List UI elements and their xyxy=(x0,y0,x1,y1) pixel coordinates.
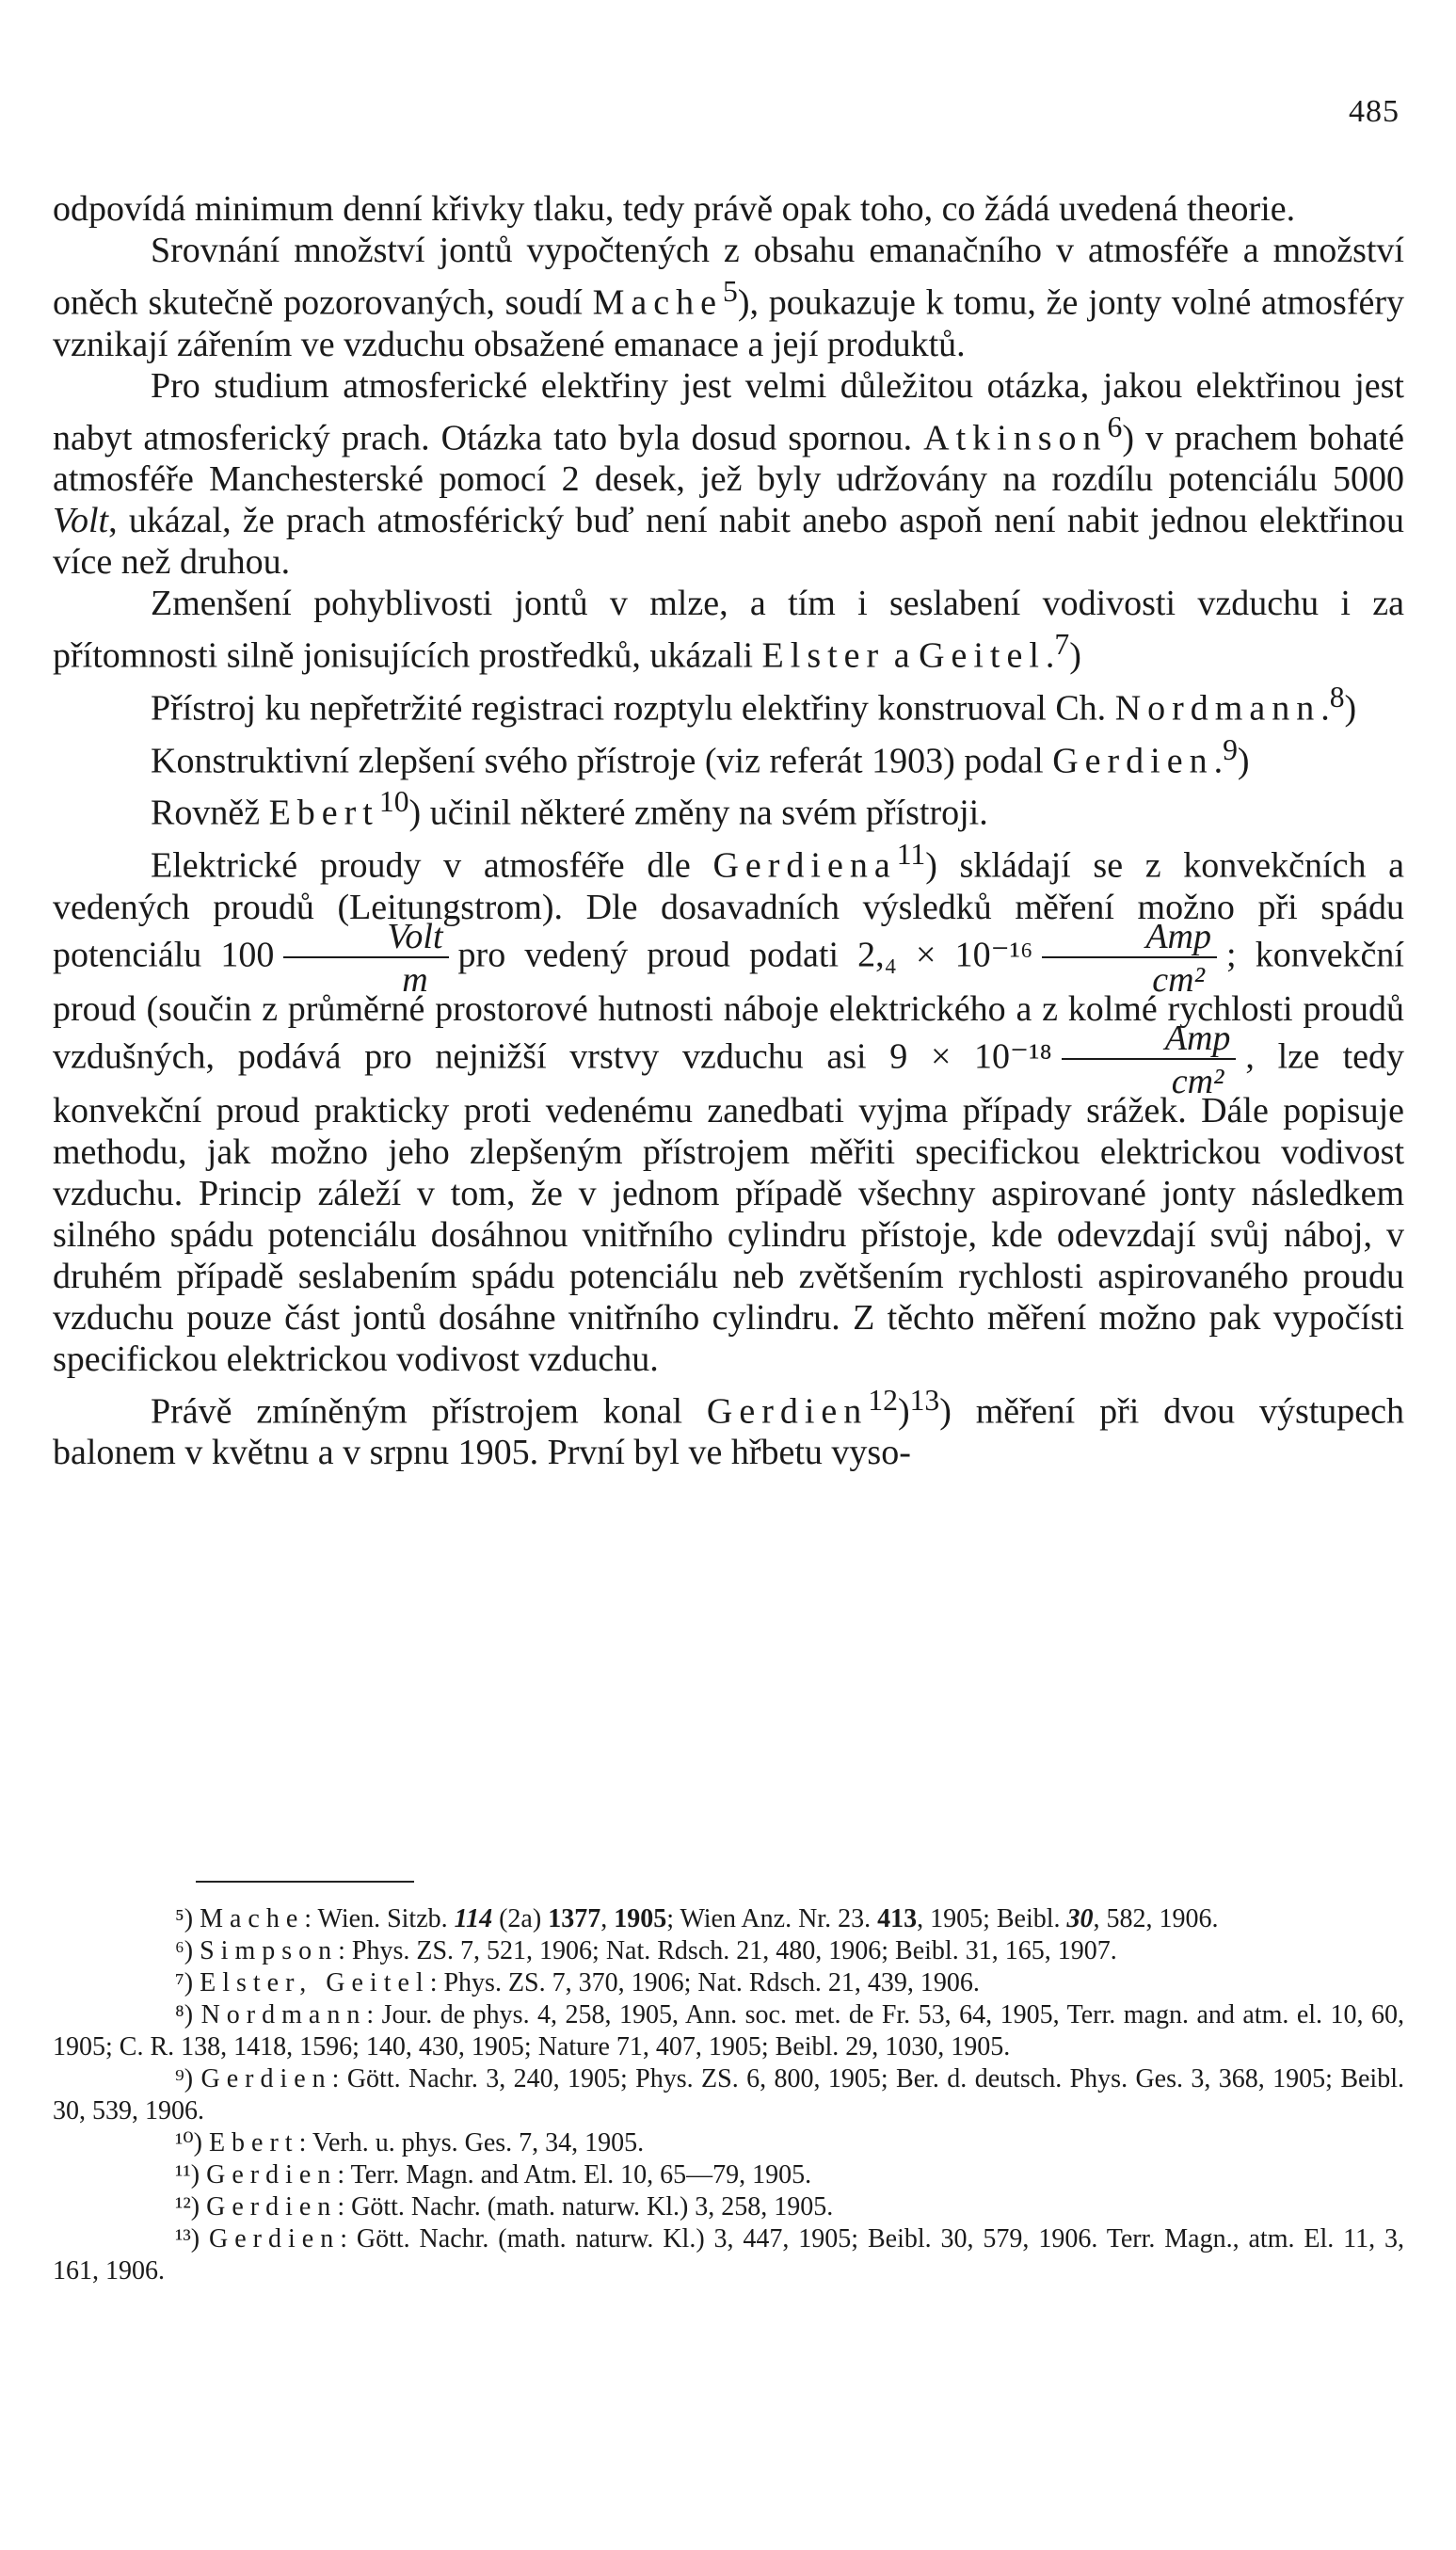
paragraph-3: Pro studium atmosferické elektřiny jest velmi důležitou otázka, jakou elektřinou jest nabyt atmosferický prach. Otázka tato byla dosud spornou. Atkinson$^6$) v prachem bohaté atmosféře Manchesterské pomocí 2 desek, jež byly udržovány na rozdílu potenciálu 5000 Volt, ukázal, že prach atmosférický buď není nabit anebo aspoň není nabit jednou elektřinou více než druhou. xyxy=(53,365,1404,583)
paragraph-5: Přístroj ku nepřetržité registraci rozptylu elektřiny konstruoval Ch. Nordmann.$^8$) xyxy=(151,680,1357,729)
footnote-ref-5: 5 xyxy=(723,275,738,308)
footnote-mark: ¹²) xyxy=(175,2192,200,2221)
paragraph-6: Konstruktivní zlepšení svého přístroje (viz referát 1903) podal Gerdien.$^9$) xyxy=(151,732,1250,781)
author-atkinson: Atkinson xyxy=(923,418,1108,458)
author-nordmann: Nordmann xyxy=(1114,688,1321,729)
p4-end: . xyxy=(1045,635,1055,676)
author-elster: Elster xyxy=(761,635,886,676)
footnote-ref-7: 7 xyxy=(1054,628,1070,662)
footnote-12 xyxy=(53,2191,1404,2223)
fraction-volt-per-m xyxy=(283,916,448,1000)
p8-text-a: Elektrické proudy v atmosféře dle xyxy=(151,845,691,886)
author-gerdien-2: Gerdien xyxy=(706,1391,869,1432)
footnote-author: Mache xyxy=(200,1904,305,1933)
footnote-ref-10: 10 xyxy=(378,785,409,819)
footnote-author: Gerdien xyxy=(200,2064,332,2093)
footnote-rule xyxy=(196,1881,414,1883)
footnote-mark: ⁷) xyxy=(175,1968,194,1997)
p3-text-b: v prachem bohaté atmosféře Manchesterské pomocí 2 desek, jež byly udržovány na rozdílu potenciálu 5000 xyxy=(53,418,1404,500)
footnote-10 xyxy=(53,2127,1404,2159)
p8-text-e: , lze tedy konvekční proud prakticky proti vedenému zanedbati vyjma případy srážek. Dále popisuje methodu, jak možno jeho zlepšeným přístrojem měřiti specifickou elektrickou vodivost vzduchu. Princip záleží v tom, že v jednom případě všechny aspirované jonty následkem silného spádu potenciálu dosáhnou vnitřního cylindru přístoje, kde odevzdají svůj náboj, v druhém případě seslabením spádu potenciálu neb zvětšením rychlosti aspirovaného proudu vzduchu pouze část jontů dosáhne vnitřního cylindru. Z těchto měření možno pak vypočísti specifickou elektrickou vodivost vzduchu. xyxy=(53,1036,1404,1379)
footnote-text: : Gött. Nachr. 3, 240, 1905; Phys. ZS. 6, 800, 1905; Ber. d. deutsch. Phys. Ges. 3, 368, 1905; Beibl. 30, 539, 1906. xyxy=(53,2064,1404,2125)
footnote-ref-13: 13 xyxy=(909,1383,940,1417)
footnote-mark: ⁶) xyxy=(175,1936,194,1965)
p7-text-a: Rovněž xyxy=(151,793,261,833)
paragraph-1-text: odpovídá minimum denní křivky tlaku, tedy právě opak toho, co žádá uvedená theorie. xyxy=(53,189,1296,229)
footnote-text: ; Wien Anz. Nr. 23. xyxy=(666,1904,878,1933)
paragraph-1 xyxy=(53,188,1404,230)
paragraph-9: Právě zmíněným přístrojem konal Gerdien$^{12}$)$^{13}$) měření při dvou výstupech balonem v květnu a v srpnu 1905. První byl ve hřbetu vyso- xyxy=(53,1383,1405,1473)
p3-text-c: , ukázal, že prach atmosférický buď není nabit anebo aspoň není nabit jednou elektřinou více než druhou. xyxy=(53,501,1404,583)
footnote-text: : Terr. Magn. and Atm. El. 10, 65—79, 1905. xyxy=(337,2160,812,2189)
fraction-1-numerator: Volt xyxy=(283,919,448,958)
footnote-7 xyxy=(53,1967,1404,1999)
footnote-13 xyxy=(53,2223,1404,2287)
footnote-text: (2a) xyxy=(492,1904,549,1933)
footnote-6 xyxy=(53,1935,1404,1967)
footnote-volume: 30 xyxy=(1066,1904,1094,1933)
footnote-ref-8: 8 xyxy=(1329,680,1345,714)
p9-text-b: měření při dvou výstupech balonem v květnu a v srpnu 1905. První byl ve hřbetu vyso- xyxy=(53,1391,1405,1473)
footnote-author: Nordmann xyxy=(200,2000,367,2029)
footnote-ref-6: 6 xyxy=(1107,409,1123,443)
footnote-page: 1377 xyxy=(548,1904,601,1933)
footnote-author: Simpson xyxy=(200,1936,339,1965)
footnote-author: Gerdien xyxy=(206,2192,338,2221)
page-number: 485 xyxy=(1349,94,1400,129)
paragraph-2: Srovnání množství jontů vypočtených z obsahu emanačního v atmosféře a množství oněch skutečně pozorovaných, soudí Mache$^5$), poukazuje k tomu, že jonty volné atmosféry vznikají zářením ve vzduchu obsažené emanace a její produktů. xyxy=(53,231,1404,364)
p8-text-b: skládají se z konvekčních a vedených proudů (Leitungstrom). Dle dosavadních výsledků měření možno při spádu potenciálu 100 xyxy=(53,845,1405,975)
footnote-mark: ¹³) xyxy=(175,2224,200,2253)
footnote-ref-11: 11 xyxy=(896,837,926,871)
footnote-text: : Gött. Nachr. (math. naturw. Kl.) 3, 447, 1905; Beibl. 30, 579, 1906. Terr. Magn., atm. El. 11, 3, 161, 1906. xyxy=(53,2224,1404,2285)
footnote-mark: ⁸) xyxy=(175,2000,194,2029)
p9-text-a: Právě zmíněným přístrojem konal xyxy=(151,1391,683,1432)
fraction-2-denominator: cm² xyxy=(1152,959,1205,1000)
footnote-text: , xyxy=(600,1904,615,1933)
unit-volt: Volt xyxy=(53,501,109,541)
footnote-author: Elster, Geitel xyxy=(200,1968,430,1997)
footnote-author: Ebert xyxy=(208,2128,299,2157)
p6-text-a: Konstruktivní zlepšení svého přístroje (viz referát 1903) podal xyxy=(151,741,1044,781)
footnote-ref-9: 9 xyxy=(1223,732,1238,766)
fraction-amp-per-cm2-a xyxy=(1042,916,1217,1000)
footnote-text: : Gött. Nachr. (math. naturw. Kl.) 3, 258, 1905. xyxy=(337,2192,834,2221)
author-gerdien: Gerdien xyxy=(1052,741,1214,781)
footnote-text: : Phys. ZS. 7, 521, 1906; Nat. Rdsch. 21, 480, 1906; Beibl. 31, 165, 1907. xyxy=(338,1936,1117,1965)
footnote-text: : Wien. Sitzb. xyxy=(304,1904,455,1933)
footnote-9 xyxy=(53,2063,1404,2127)
fraction-2-numerator: Amp xyxy=(1042,919,1217,958)
main-text xyxy=(53,188,1404,1473)
fraction-3-numerator: Amp xyxy=(1062,1020,1237,1060)
p5-end: . xyxy=(1320,688,1330,729)
footnote-text: : Verh. u. phys. Ges. 7, 34, 1905. xyxy=(298,2128,645,2157)
footnote-year: 1905 xyxy=(614,1904,667,1933)
author-geitel: Geitel xyxy=(919,635,1046,676)
footnote-5 xyxy=(53,1903,1404,1935)
p7-text-b: učinil některé změny na svém přístroji. xyxy=(421,793,988,833)
fraction-1-denominator: m xyxy=(402,959,428,1000)
footnote-text: , 1905; Beibl. xyxy=(917,1904,1067,1933)
footnote-volume: 114 xyxy=(454,1904,493,1933)
footnote-mark: ⁹) xyxy=(175,2064,194,2093)
p4-and: a xyxy=(885,635,920,676)
paragraph-7: Rovněž Ebert$^{10}$) učinil některé změny na svém přístroji. xyxy=(151,785,988,833)
fraction-3-denominator: cm² xyxy=(1171,1061,1224,1101)
p8-text-d: ; konvekční proud (součin z průměrné prostorové hutnosti náboje elektrického a z kolmé rychlosti proudů vzdušných, podává pro nejnižší vrstvy vzduchu asi 9 × 10⁻¹⁸ xyxy=(53,935,1404,1077)
fraction-amp-per-cm2-b xyxy=(1062,1020,1237,1099)
footnote-author: Gerdien xyxy=(206,2160,338,2189)
p8-text-c: pro vedený proud podati 2,₄ × 10⁻¹⁶ xyxy=(457,935,1033,975)
footnote-page: 413 xyxy=(877,1904,918,1933)
footnote-mark: ¹⁰) xyxy=(175,2128,202,2157)
paragraph-8: Elektrické proudy v atmosféře dle Gerdiena$^{11}$) skládají se z konvekčních a vedených proudů (Leitungstrom). Dle dosavadních výsledků měření možno při spádu potenciálu 100 $\frac{\text{Volt}}{m}$ pro vedený proud podati 2,₄ × 10⁻¹⁶ $\frac{\text{Amp}}{\text{cm²}}$ ; konvekční proud (součin z průměrné prostorové hutnosti náboje elektrického a z kolmé rychlosti proudů vzdušných, podává pro nejnižší vrstvy vzduchu asi 9 × 10⁻¹⁸ $\frac{\text{Amp}}{\text{cm²}}$ , lze tedy konvekční proud prakticky proti vedenému zanedbati vyjma případy srážek. Dále popisuje methodu, jak možno jeho zlepšeným přístrojem měřiti specifickou elektrickou vodivost vzduchu. Princip záleží v tom, že v jednom případě všechny aspirované jonty následkem silného spádu potenciálu dosáhnou vnitřního cylindru přístoje, kde odevzdají svůj náboj, v druhém případě seslabením spádu potenciálu neb zvětšením rychlosti aspirovaného proudu vzduchu pouze část jontů dosáhne vnitřního cylindru. Z těchto měření možno pak vypočísti specifickou elektrickou vodivost vzduchu. xyxy=(53,837,1405,1379)
author-mache: Mache xyxy=(592,282,724,323)
author-gerdiena: Gerdiena xyxy=(712,845,897,886)
footnote-11 xyxy=(53,2159,1404,2191)
footnote-mark: ⁵) xyxy=(175,1904,194,1933)
author-ebert: Ebert xyxy=(268,793,379,833)
paragraph-4: Zmenšení pohyblivosti jontů v mlze, a tím i seslabení vodivosti vzduchu i za přítomnosti silně jonisujících prostředků, ukázali Elster a Geitel.$^7$) xyxy=(53,584,1404,676)
footnote-text: : Phys. ZS. 7, 370, 1906; Nat. Rdsch. 21, 439, 1906. xyxy=(429,1968,980,1997)
p5-text-a: Přístroj ku nepřetržité registraci rozptylu elektřiny konstruoval Ch. xyxy=(151,688,1107,729)
footnote-8 xyxy=(53,1999,1404,2063)
footnote-mark: ¹¹) xyxy=(175,2160,200,2189)
p2-text-a: Srovnání množství jontů vypočtených z obsahu emanačního v atmosféře a množství oněch skutečně pozorovaných, soudí xyxy=(53,231,1404,323)
footnotes xyxy=(53,1903,1404,2287)
p6-end: . xyxy=(1213,741,1224,781)
footnote-ref-12: 12 xyxy=(868,1383,898,1417)
footnote-text: , 582, 1906. xyxy=(1093,1904,1219,1933)
p4-text-a: Zmenšení pohyblivosti jontů v mlze, a tím i seslabení vodivosti vzduchu i za přítomnosti silně jonisujících prostředků, ukázali xyxy=(53,584,1404,676)
footnote-text: : Jour. de phys. 4, 258, 1905, Ann. soc. met. de Fr. 53, 64, 1905, Terr. magn. and atm. el. 10, 60, 1905; C. R. 138, 1418, 1596; 140, 430, 1905; Nature 71, 407, 1905; Beibl. 29, 1030, 1905. xyxy=(53,2000,1405,2061)
p3-text-a: Pro studium atmosferické elektřiny jest velmi důležitou otázka, jakou elektřinou jest nabyt atmosferický prach. Otázka tato byla dosud spornou. xyxy=(53,365,1404,458)
footnote-author: Gerdien xyxy=(209,2224,341,2253)
p2-text-b: , poukazuje k tomu, že jonty volné atmosféry vznikají zářením ve vzduchu obsažené emanace a její produktů. xyxy=(53,282,1404,364)
